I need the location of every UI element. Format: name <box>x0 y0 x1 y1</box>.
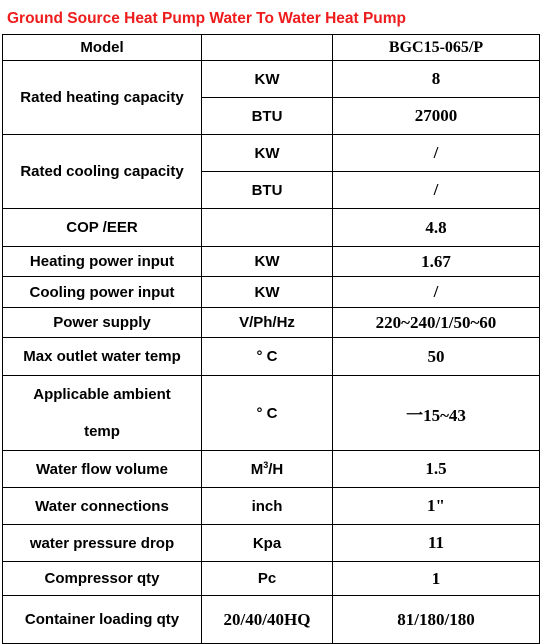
cooling-power-unit: KW <box>202 277 333 308</box>
water-connections-unit: inch <box>202 488 333 525</box>
container-unit: 20/40/40HQ <box>202 596 333 644</box>
cooling-capacity-label: Rated cooling capacity <box>3 135 202 209</box>
ambient-label <box>3 376 202 451</box>
water-flow-unit-sup: 3 <box>263 460 269 470</box>
heating-capacity-unit-kw: KW <box>202 61 333 98</box>
model-unit <box>202 35 333 61</box>
table-row <box>3 61 540 98</box>
model-value: BGC15-065/P <box>333 35 540 61</box>
heating-capacity-label: Rated heating capacity <box>3 61 202 135</box>
cooling-power-value: / <box>333 277 540 308</box>
water-flow-value: 1.5 <box>333 451 540 488</box>
heating-power-unit: KW <box>202 247 333 277</box>
table-row <box>3 451 540 488</box>
max-outlet-value: 50 <box>333 338 540 376</box>
power-supply-unit: V/Ph/Hz <box>202 308 333 338</box>
compressor-unit: Pc <box>202 562 333 596</box>
page-title: Ground Source Heat Pump Water To Water Heat Pump <box>7 10 407 27</box>
heating-power-label: Heating power input <box>3 247 202 277</box>
table-row <box>3 376 540 451</box>
pressure-drop-value: 11 <box>333 525 540 562</box>
water-flow-label: Water flow volume <box>3 451 202 488</box>
water-flow-unit-base: M <box>250 461 264 478</box>
max-outlet-label: Max outlet water temp <box>3 338 202 376</box>
heating-capacity-value-btu: 27000 <box>333 98 540 135</box>
water-flow-unit <box>202 451 333 488</box>
cooling-capacity-unit-kw: KW <box>202 135 333 172</box>
table-row <box>3 308 540 338</box>
table-row <box>3 562 540 596</box>
heating-power-value: 1.67 <box>333 247 540 277</box>
cop-unit <box>202 209 333 247</box>
power-supply-label: Power supply <box>3 308 202 338</box>
ambient-label-line2: temp <box>84 423 120 440</box>
max-outlet-unit: ° C <box>202 338 333 376</box>
table-row <box>3 247 540 277</box>
table-row <box>3 135 540 172</box>
cooling-power-label: Cooling power input <box>3 277 202 308</box>
cooling-capacity-unit-btu: BTU <box>202 172 333 209</box>
model-label: Model <box>3 35 202 61</box>
cop-label: COP /EER <box>3 209 202 247</box>
ambient-label-line1: Applicable ambient <box>33 386 171 403</box>
ambient-unit: ° C <box>202 376 333 451</box>
water-connections-label: Water connections <box>3 488 202 525</box>
pressure-drop-unit: Kpa <box>202 525 333 562</box>
power-supply-value: 220~240/1/50~60 <box>333 308 540 338</box>
container-value: 81/180/180 <box>333 596 540 644</box>
cop-value: 4.8 <box>333 209 540 247</box>
cooling-capacity-value-kw: / <box>333 135 540 172</box>
table-row <box>3 209 540 247</box>
heating-capacity-value-kw: 8 <box>333 61 540 98</box>
cooling-capacity-value-btu: / <box>333 172 540 209</box>
table-row <box>3 488 540 525</box>
pressure-drop-label: water pressure drop <box>3 525 202 562</box>
water-flow-unit-tail: /H <box>268 461 284 478</box>
spec-table <box>2 34 540 644</box>
table-row <box>3 525 540 562</box>
compressor-label: Compressor qty <box>3 562 202 596</box>
compressor-value: 1 <box>333 562 540 596</box>
table-row <box>3 277 540 308</box>
table-row <box>3 338 540 376</box>
container-label: Container loading qty <box>3 596 202 644</box>
heating-capacity-unit-btu: BTU <box>202 98 333 135</box>
table-row <box>3 596 540 644</box>
water-connections-value: 1" <box>333 488 540 525</box>
ambient-value: 一15~43 <box>333 376 540 451</box>
table-row <box>3 35 540 61</box>
